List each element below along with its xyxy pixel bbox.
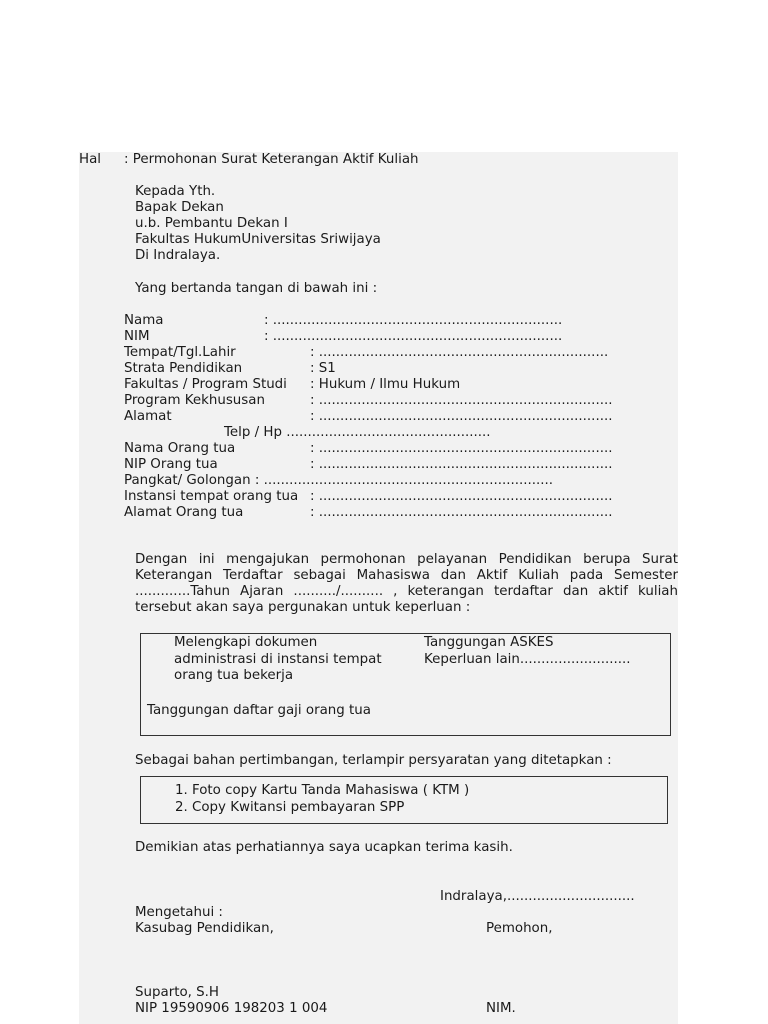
recipient-line: Fakultas HukumUniversitas Sriwijaya xyxy=(135,232,381,247)
intro-text: Yang bertanda tangan di bawah ini : xyxy=(135,281,378,296)
recipient-line: Di Indralaya. xyxy=(135,248,221,263)
subject-line: : Permohonan Surat Keterangan Aktif Kuliah xyxy=(124,152,419,167)
field-value-nama: : .................................................................... xyxy=(264,313,563,328)
field-value-nama-ortu: : ..................................................................... xyxy=(310,441,613,456)
hal-label: Hal xyxy=(79,152,101,167)
recipient-line: u.b. Pembantu Dekan I xyxy=(135,216,288,231)
field-label-nama-ortu: Nama Orang tua xyxy=(124,441,236,456)
field-telp: Telp / Hp ................................................ xyxy=(224,425,491,440)
purpose-option-dokumen-line3: orang tua bekerja xyxy=(174,668,294,683)
field-label-tempat: Tempat/Tgl.Lahir xyxy=(124,345,236,360)
official-name: Suparto, S.H xyxy=(135,985,219,1000)
closing-text: Demikian atas perhatiannya saya ucapkan terima kasih. xyxy=(135,840,513,855)
field-label-nip-ortu: NIP Orang tua xyxy=(124,457,218,472)
field-label-strata: Strata Pendidikan xyxy=(124,361,243,376)
recipient-line: Bapak Dekan xyxy=(135,200,224,215)
field-label-fakultas: Fakultas / Program Studi xyxy=(124,377,287,392)
field-value-kekhususan: : ..................................................................... xyxy=(310,393,613,408)
field-label-instansi: Instansi tempat orang tua xyxy=(124,489,299,504)
place-date: Indralaya,.............................. xyxy=(440,889,635,904)
requirement-item: 2. Copy Kwitansi pembayaran SPP xyxy=(192,800,469,817)
field-value-fakultas: : Hukum / Ilmu Hukum xyxy=(310,377,461,392)
field-label-alamat-ortu: Alamat Orang tua xyxy=(124,505,244,520)
field-label-nim: NIM xyxy=(124,329,150,344)
purpose-option-lain: Keperluan lain.......................... xyxy=(424,652,631,667)
field-pangkat: Pangkat/ Golongan : .................................................................... xyxy=(124,473,554,488)
requirement-item: 1. Foto copy Kartu Tanda Mahasiswa ( KTM ) xyxy=(192,783,469,800)
field-value-alamat: : ..................................................................... xyxy=(310,409,613,424)
purpose-option-askes: Tanggungan ASKES xyxy=(424,635,554,650)
requirements-list xyxy=(167,783,469,816)
field-label-kekhususan: Program Kekhususan xyxy=(124,393,265,408)
official-nip: NIP 19590906 198203 1 004 xyxy=(135,1001,328,1016)
field-value-alamat-ortu: : ..................................................................... xyxy=(310,505,613,520)
mengetahui-label: Mengetahui : xyxy=(135,905,223,920)
applicant-nim: NIM. xyxy=(486,1001,516,1016)
field-label-nama: Nama xyxy=(124,313,164,328)
recipient-line: Kepada Yth. xyxy=(135,184,216,199)
requirements-intro: Sebagai bahan pertimbangan, terlampir persyaratan yang ditetapkan : xyxy=(135,753,612,768)
purpose-option-dokumen: Melengkapi dokumen xyxy=(174,635,318,650)
field-value-strata: : S1 xyxy=(310,361,336,376)
kasubag-label: Kasubag Pendidikan, xyxy=(135,921,274,936)
field-value-nip-ortu: : ..................................................................... xyxy=(310,457,613,472)
field-label-alamat: Alamat xyxy=(124,409,172,424)
field-value-tempat: : .................................................................... xyxy=(310,345,609,360)
field-value-instansi: : ..................................................................... xyxy=(310,489,613,504)
purpose-option-gaji: Tanggungan daftar gaji orang tua xyxy=(147,703,371,718)
request-paragraph: Dengan ini mengajukan permohonan pelayanan Pendidikan berupa Surat Keterangan Terdaftar sebagai Mahasiswa dan Aktif Kuliah pada Semester .............Tahun Ajaran ........../.......... , keterangan terdaftar dan aktif kuliah tersebut akan saya pergunakan untuk keperluan : xyxy=(135,552,678,615)
pemohon-label: Pemohon, xyxy=(486,921,553,936)
purpose-option-dokumen-line2: administrasi di instansi tempat xyxy=(174,652,382,667)
field-value-nim: : .................................................................... xyxy=(264,329,563,344)
